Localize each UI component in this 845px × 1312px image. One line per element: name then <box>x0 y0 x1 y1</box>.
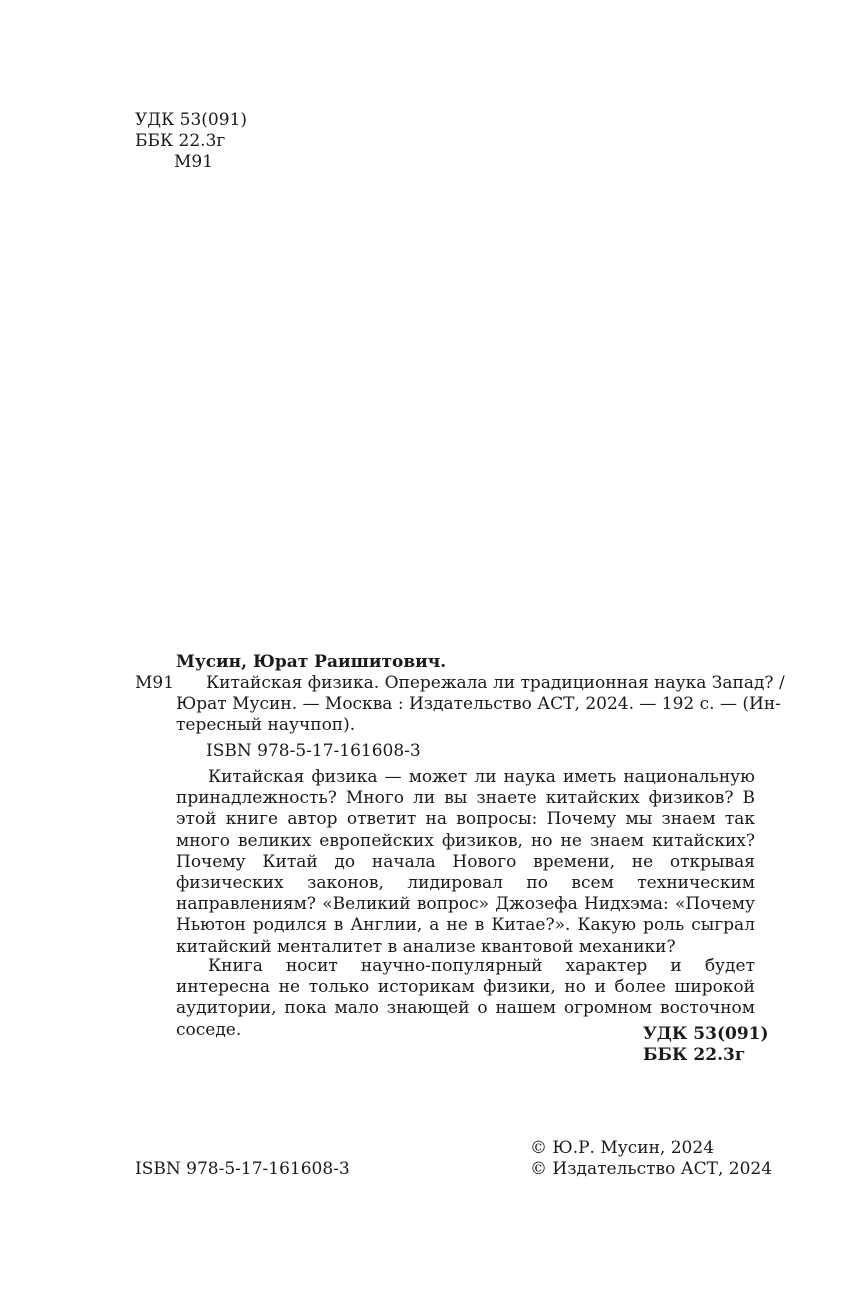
author-mark: М91 <box>174 152 214 172</box>
side-author-mark: М91 <box>135 673 175 693</box>
footer-isbn: ISBN 978-5-17-161608-3 <box>135 1159 350 1179</box>
annotation-paragraph-1: Китайская физика — может ли наука иметь национальную принадлежность? Много ли вы знаете китайских физиков? В этой книге автор ответит на вопросы: Почему мы знаем так много великих европейских физиков, но не знаем китайских? Почему Китай до начала Нового времени, не открывая физических законов, лидировал по всем техническим направлениям? «Великий вопрос» Джозефа Нидхэма: «Почему Ньютон родился в Англии, а не в Китае?». Какую роль сыграл китайский менталитет в анализе квантовой механики? <box>176 767 755 957</box>
udk-code-bold: УДК 53(091) <box>643 1024 769 1044</box>
copyright-publisher: © Издательство АСТ, 2024 <box>530 1159 773 1179</box>
record-isbn: ISBN 978-5-17-161608-3 <box>206 741 421 761</box>
bbk-code-bold: ББК 22.3г <box>643 1045 746 1065</box>
bbk-code: ББК 22.3г <box>135 131 226 151</box>
bibliographic-line-2: Юрат Мусин. — Москва : Издательство АСТ, 2024. — 192 с. — (Ин- <box>176 694 781 714</box>
copyright-author: © Ю.Р. Мусин, 2024 <box>530 1138 715 1158</box>
udk-code: УДК 53(091) <box>135 110 248 130</box>
bibliographic-line-1: Китайская физика. Опережала ли традиционная наука Запад? / <box>206 673 785 693</box>
annotation-paragraph-2: Книга носит научно-популярный характер и будет интересна не только историкам физики, но и более широкой аудитории, пока мало знающей о нашем огромном восточном соседе. <box>176 956 755 1040</box>
bibliographic-line-3: тересный научпоп). <box>176 715 356 735</box>
author-heading: Мусин, Юрат Раишитович. <box>176 652 447 672</box>
